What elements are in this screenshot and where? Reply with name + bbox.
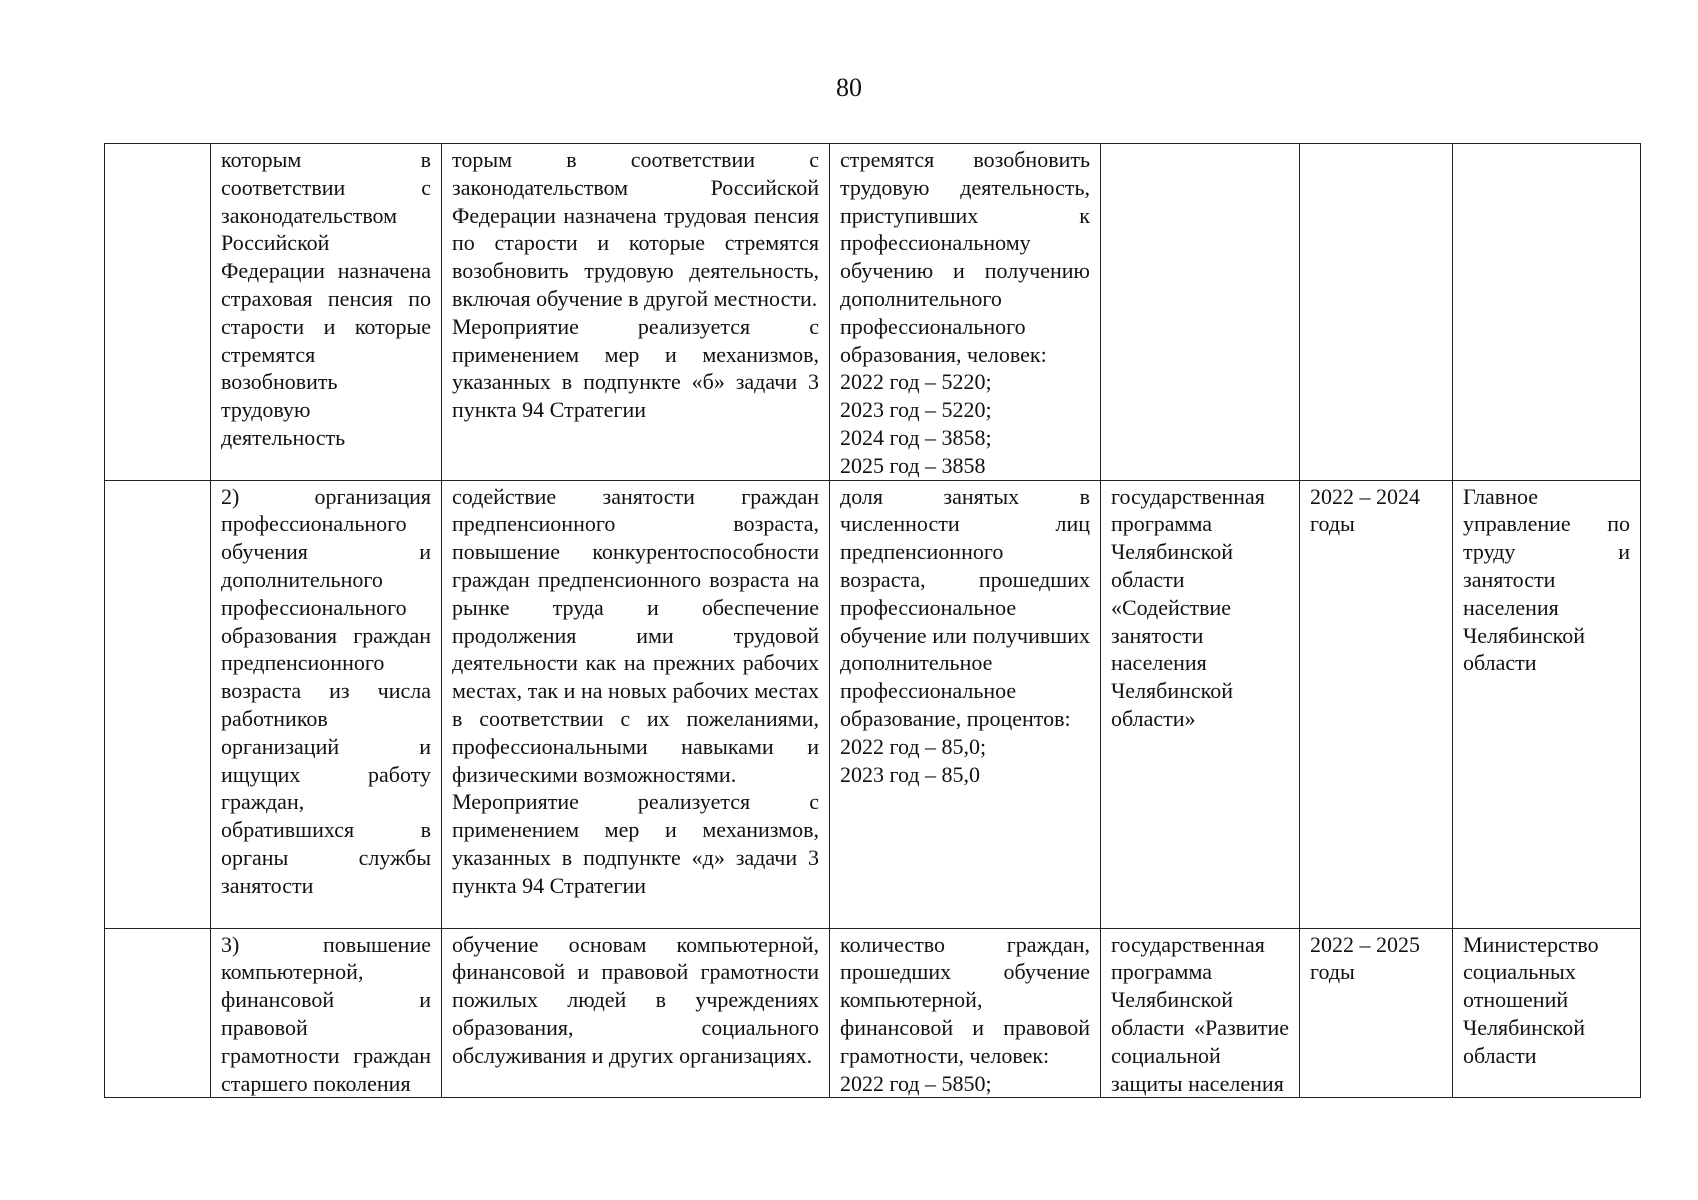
cell-content: содействие занятости граждан предпенсионного возраста, повышение конкурентоспособности граждан предпенсионного возраста на рынке труда и обеспечение продолжения ими трудовой деятельности как на прежних рабочих местах, так и на новых рабочих местах в соответствии с их пожеланиями, профессиональными навыками и физическими возможностями. Мероприятие реализуется с применением мер и механизмов, указанных в подпункте «д» задачи 3 пункта 94 Стратегии xyxy=(442,480,830,928)
cell-number xyxy=(105,144,211,481)
cell-measure: которым в соответствии с законодательством Российской Федерации назначена страховая пенсия по старости и которые стремятся возобновить трудовую деятельность xyxy=(211,144,442,481)
cell-executor xyxy=(1453,144,1641,481)
cell-period: 2022 – 2024 годы xyxy=(1300,480,1453,928)
page-number: 80 xyxy=(836,73,862,102)
measures-table xyxy=(104,143,1641,1098)
cell-period xyxy=(1300,144,1453,481)
cell-indicator: доля занятых в численности лиц предпенсионного возраста, прошедших профессиональное обучение или получивших дополнительное профессиональное образование, процентов: 2022 год – 85,0; 2023 год – 85,0 xyxy=(830,480,1101,928)
cell-program: государственная программа Челябинской области «Развитие социальной защиты населения xyxy=(1101,928,1300,1098)
cell-program xyxy=(1101,144,1300,481)
cell-content: торым в соответствии с законодательством Российской Федерации назначена трудовая пенсия по старости и которые стремятся возобновить трудовую деятельность, включая обучение в другой местности. Мероприятие реализуется с применением мер и механизмов, указанных в подпункте «б» задачи 3 пункта 94 Стратегии xyxy=(442,144,830,481)
table-row xyxy=(105,480,1641,928)
cell-content: обучение основам компьютерной, финансовой и правовой грамотности пожилых людей в учреждениях образования, социального обслуживания и других организациях. xyxy=(442,928,830,1098)
table-row xyxy=(105,144,1641,481)
cell-measure: 3) повышение компьютерной, финансовой и правовой грамотности граждан старшего поколения xyxy=(211,928,442,1098)
cell-measure: 2) организация профессионального обучения и дополнительного профессионального образования граждан предпенсионного возраста из числа работников организаций и ищущих работу граждан, обратившихся в органы службы занятости xyxy=(211,480,442,928)
cell-period: 2022 – 2025 годы xyxy=(1300,928,1453,1098)
cell-number xyxy=(105,480,211,928)
cell-executor: Главное управление по труду и занятости населения Челябинской области xyxy=(1453,480,1641,928)
cell-indicator: стремятся возобновить трудовую деятельность, приступивших к профессиональному обучению и получению дополнительного профессионального образования, человек: 2022 год – 5220; 2023 год – 5220; 2024 год – 3858; 2025 год – 3858 xyxy=(830,144,1101,481)
table-row xyxy=(105,928,1641,1098)
cell-executor: Министерство социальных отношений Челябинской области xyxy=(1453,928,1641,1098)
cell-program: государственная программа Челябинской области «Содействие занятости населения Челябинской области» xyxy=(1101,480,1300,928)
cell-number xyxy=(105,928,211,1098)
cell-indicator: количество граждан, прошедших обучение компьютерной, финансовой и правовой грамотности, человек: 2022 год – 5850; xyxy=(830,928,1101,1098)
